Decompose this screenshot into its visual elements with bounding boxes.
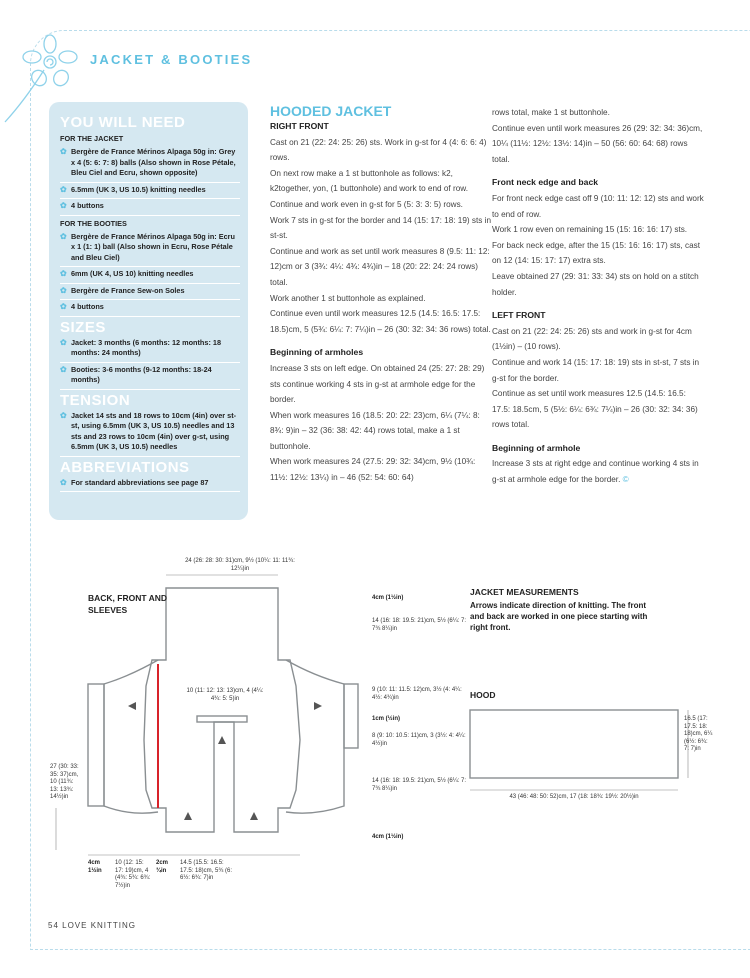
- paragraph: Increase 3 sts on left edge. On obtained 24 (25: 27: 28: 29) sts continue working 4 sts in g-st at armhole edge for the border.: [270, 363, 485, 405]
- paragraph: Cast on 21 (22: 24: 25: 26) sts. Work in g-st for 4 (4: 6: 6: 4) rows.: [270, 137, 487, 163]
- arrow-up-icon: [184, 812, 192, 820]
- arrow-up-icon: [218, 736, 226, 744]
- paragraph: Leave obtained 27 (29: 31: 33: 34) sts on hold on a stitch holder.: [492, 271, 699, 297]
- paragraph: Work another 1 st buttonhole as explained.: [270, 293, 426, 303]
- list-item-text: Bergère de France Mérinos Alpaga 50g in: Grey x 4 (5: 6: 7: 8) balls (Also shown in Rose Pétale, Bleu Ciel and Ecru, shown opposite): [71, 147, 236, 177]
- flower-bullet-icon: ✿: [60, 410, 67, 420]
- top-width-label: 24 (26: 28: 30: 31)cm, 9½ (10¼: 11: 11¾: 12¼)in: [185, 558, 295, 572]
- flower-bullet-icon: ✿: [60, 477, 67, 487]
- paragraph: Continue as set until work measures 12.5 (14.5: 16.5: 17.5: 18.5cm, 5 (5½: 6¼: 6¾: 7¼)in – 26 (30: 32: 34: 36) rows total.: [492, 389, 698, 430]
- paragraph-text: Increase 3 sts at right edge and continue working 4 sts in g-st at armhole edge for the border.: [492, 459, 699, 485]
- section-title: JACKET & BOOTIES: [90, 52, 253, 67]
- flower-bullet-icon: ✿: [60, 364, 67, 374]
- flower-bullet-icon: ✿: [60, 147, 67, 156]
- sizes-heading: SIZES: [60, 318, 106, 336]
- list-item-text: For standard abbreviations see page 87: [71, 477, 209, 487]
- jacket-subheading: FOR THE JACKET: [60, 134, 124, 143]
- list-item-text: Jacket 14 sts and 18 rows to 10cm (4in) over st-st, using 6.5mm (UK 3, US 10.5) needles and 13 sts and 23 rows to 10cm (4in) over g-st, using 6.5mm (UK 3, US 10.5) needles: [71, 410, 237, 451]
- list-item-text: 6mm (UK 4, US 10) knitting needles: [71, 269, 194, 278]
- paragraph: Work 7 sts in g-st for the border and 14 (15: 17: 18: 19) sts in st-st.: [270, 215, 492, 241]
- bottom-label-3: 2cm ¾in: [156, 860, 169, 874]
- tension-heading: TENSION: [60, 391, 131, 409]
- paragraph: Cast on 21 (22: 24: 25: 26) sts and work in g-st for 4cm (1½in) – (10 rows).: [492, 326, 692, 352]
- list-item-text: 4 buttons: [71, 302, 104, 311]
- arrow-up-icon: [250, 812, 258, 820]
- left-cuff: [88, 684, 104, 806]
- flower-bullet-icon: ✿: [60, 285, 67, 295]
- abbreviations-heading: ABBREVIATIONS: [60, 458, 190, 476]
- paragraph: When work measures 24 (27.5: 29: 32: 34)cm, 9½ (10¾: 11½: 12½: 13¼) in – 46 (52: 54: 60: 64): [270, 457, 476, 483]
- paragraph: When work measures 16 (18.5: 20: 22: 23)cm, 6¼ (7¼: 8: 8¾: 9)in – 32 (36: 38: 42: 44) rows total, make a 1 st buttonhole.: [270, 410, 480, 451]
- hood-height-label: 16.5 (17: 17.5: 18: 18)cm, 6¼ (6½: 6¾: 7: 7)in: [684, 716, 713, 752]
- list-item-text: Bergère de France Mérinos Alpaga 50g in: Ecru x 1 (1: 1) ball (Also shown in Ecru, Rose Pétale and Bleu Ciel): [71, 231, 235, 262]
- page-footer: 54 LOVE KNITTING: [48, 921, 137, 930]
- booties-subheading: FOR THE BOOTIES: [60, 218, 127, 228]
- center-label: 10 (11: 12: 13: 13)cm, 4 (4¼: 4¾: 5: 5)in: [186, 688, 264, 702]
- paragraph: Continue even until work measures 12.5 (14.5: 16.5: 17.5: 18.5)cm, 5 (5¾: 6¼: 7: 7¼)in – 26 (30: 32: 34: 36 rows) total.: [270, 309, 491, 334]
- flower-bullet-icon: ✿: [60, 201, 67, 210]
- paragraph: rows total, make 1 st buttonhole.: [492, 108, 610, 117]
- list-item-text: Booties: 3-6 months (9-12 months: 18-24 months): [71, 364, 212, 384]
- measurements-note: Arrows indicate direction of knitting. The front and back are worked in one piece starting with right front.: [470, 601, 648, 632]
- list-item-text: 4 buttons: [71, 201, 104, 210]
- flower-bullet-icon: ✿: [60, 269, 67, 278]
- hood-width-label: 43 (46: 48: 50: 52)cm, 17 (18: 18¾: 19½: 20½)in: [509, 794, 639, 800]
- paragraph: For back neck edge, after the 15 (15: 16: 16: 17) sts, cast on 12 (14: 15: 17: 17) extra sts.: [492, 240, 700, 266]
- arrow-left-icon: [128, 702, 136, 710]
- you-will-need-heading: YOU WILL NEED: [60, 114, 186, 131]
- one-cm-label: 1cm (½in): [372, 716, 401, 722]
- hood-title: HOOD: [470, 690, 496, 700]
- flower-bullet-icon: ✿: [60, 184, 67, 194]
- mid-right-label: 8 (9: 10: 10.5: 11)cm, 3 (3½: 4: 4¼: 4½)in: [372, 733, 466, 747]
- paragraph: For front neck edge cast off 9 (10: 11: 12: 12) sts and work to end of row.: [492, 193, 704, 219]
- measurements-title: JACKET MEASUREMENTS: [470, 587, 579, 597]
- neck-heading: Front neck edge and back: [492, 177, 599, 188]
- list-item-text: 6.5mm (UK 3, US 10.5) knitting needles: [71, 184, 206, 194]
- upper-right-label: 14 (16: 18: 19.5: 21)cm, 5½ (6¼: 7: 7¾ 8¼)in: [372, 618, 467, 632]
- left-front-heading: LEFT FRONT: [492, 310, 546, 321]
- hooded-jacket-title: HOODED JACKET: [270, 103, 392, 119]
- paragraph: Continue and work 14 (15: 17: 18: 19) sts in st-st, 7 sts in g-st for the border.: [492, 357, 700, 383]
- flower-bullet-icon: ✿: [60, 337, 67, 347]
- armholes-heading: Beginning of armholes: [270, 347, 364, 358]
- hood-outline: [470, 710, 678, 778]
- paragraph: On next row make a 1 st buttonhole as follows: k2, k2together, yon, (1 buttonhole) and work to end of row.: [270, 168, 468, 194]
- top-4cm-label: 4cm (1½in): [372, 595, 404, 601]
- paragraph: Work 1 row even on remaining 15 (15: 16: 16: 17) sts.: [492, 225, 688, 235]
- list-item-text: Jacket: 3 months (6 months: 12 months: 18 months: 24 months): [71, 337, 222, 357]
- bottom-label-2: 10 (12: 15: 17: 19)cm, 4 (4¾: 5¾: 6¾: 7½)in: [115, 860, 151, 889]
- neck-bar: [197, 716, 247, 722]
- list-item-text: Bergère de France Sew-on Soles: [71, 285, 185, 295]
- paragraph: Continue and work as set until work measures 8 (9.5: 11: 12: 12)cm or 3 (3¾: 4¼: 4¾: 4¾)in – 18 (20: 22: 24: 24 rows) total.: [270, 246, 490, 287]
- lower-right-label: 14 (16: 18: 19.5: 21)cm, 5½ (6¼: 7: 7¾ 8¼)in: [372, 778, 467, 792]
- bottom-label-1: 4cm 1½in: [88, 860, 102, 874]
- left-sleeve-outline: [104, 660, 158, 813]
- paragraph: Continue even until work measures 26 (29: 32: 34: 36)cm, 10¼ (11½: 12½: 13½: 14)in – 50 (56: 60: 64: 68) rows total.: [492, 123, 703, 164]
- right-front-heading: RIGHT FRONT: [270, 121, 329, 131]
- flower-bullet-icon: ✿: [60, 302, 67, 311]
- right-cuff: [344, 684, 358, 748]
- bottom-4cm-label: 4cm (1½in): [372, 834, 404, 840]
- sleeve-right-label: 9 (10: 11: 11.5: 12)cm, 3½ (4: 4¼: 4½: 4¾)in: [372, 687, 462, 701]
- paragraph: Continue and work even in g-st for 5 (5: 3: 3: 5) rows.: [270, 199, 463, 209]
- bottom-label-4: 14.5 (15.5: 16.5: 17.5: 18)cm, 5¾ (6: 6½: 6¾: 7)in: [180, 860, 233, 881]
- flower-bullet-icon: ✿: [60, 231, 67, 241]
- body-outline: [144, 588, 300, 832]
- left-height-label: 27 (30: 33: 35: 37)cm, 10 (11¾: 13: 13¾: 14½)in: [50, 764, 79, 800]
- armhole-heading: Beginning of armhole: [492, 442, 581, 453]
- diagram-title: BACK, FRONT AND SLEEVES: [88, 593, 168, 615]
- end-mark-icon: ©: [622, 475, 629, 485]
- arrow-right-icon: [314, 702, 322, 710]
